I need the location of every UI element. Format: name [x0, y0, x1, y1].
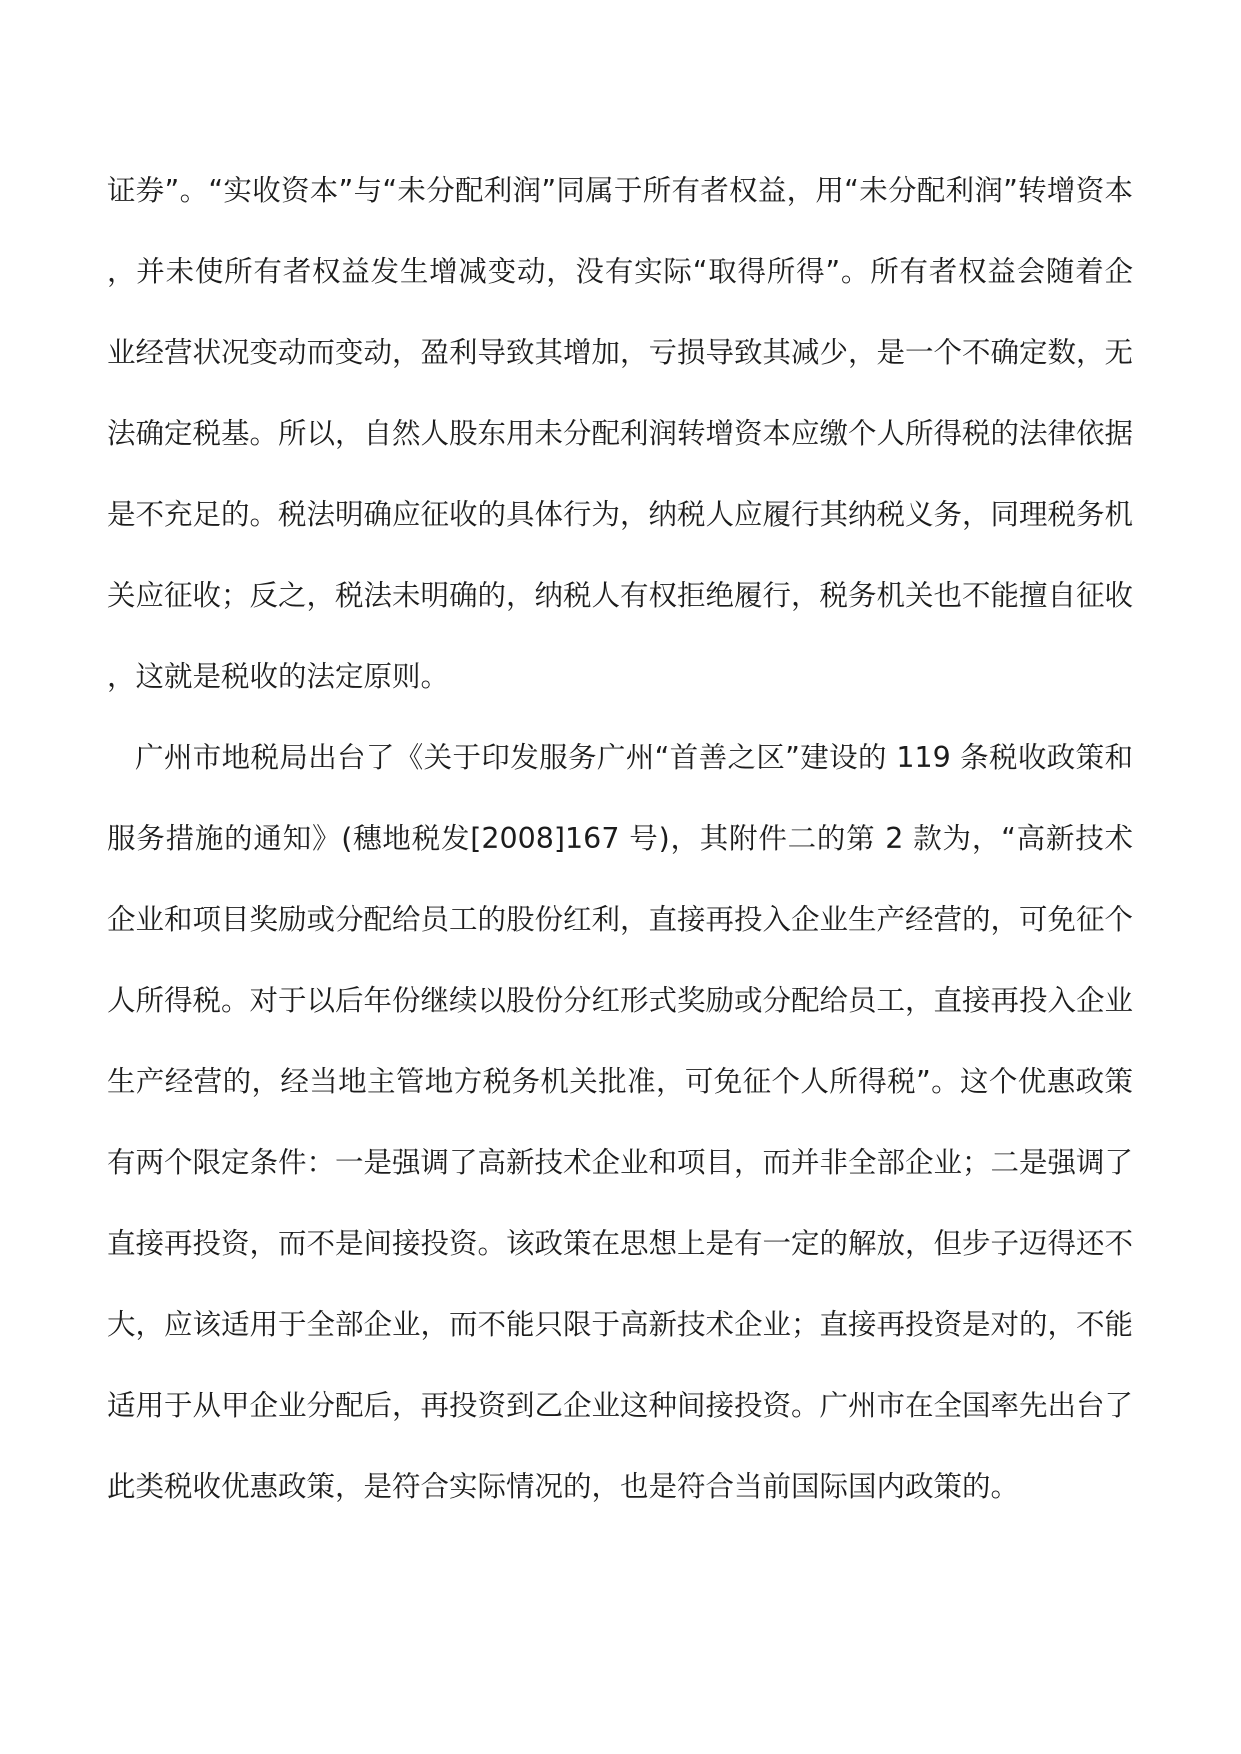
paragraph-continued: 证券”。“实收资本”与“未分配利润”同属于所有者权益，用“未分配利润”转增资本，并未使所有者权益发生增减变动，没有实际“取得所得”。所有者权益会随着企业经营状况变动而变动，盈利导致其增加，亏损导致其减少，是一个不确定数，无法确定税基。所以，自然人股东用未分配利润转增资本应缴个人所得税的法律依据是不充足的。税法明确应征收的具体行为，纳税人应履行其纳税义务，同理税务机关应征收；反之，税法未明确的，纳税人有权拒绝履行，税务机关也不能擅自征收，这就是税收的法定原则。	[107, 174, 1134, 693]
paragraph-guangzhou-tax-policy: 广州市地税局出台了《关于印发服务广州“首善之区”建设的 119 条税收政策和服务措施的通知》(穗地税发[2008]167 号)，其附件二的第 2 款为，“高新技术企业和项目奖励或分配给员工的股份红利，直接再投入企业生产经营的，可免征个人所得税。对于以后年份继续以股份分红形式奖励或分配给员工，直接再投入企业生产经营的，经当地主管地方税务机关批准，可免征个人所得税”。这个优惠政策有两个限定条件：一是强调了高新技术企业和项目，而并非全部企业；二是强调了直接再投资，而不是间接投资。该政策在思想上是有一定的解放，但步子迈得还不大，应该适用于全部企业，而不能只限于高新技术企业；直接再投资是对的，不能适用于从甲企业分配后，再投资到乙企业这种间接投资。广州市在全国率先出台了此类税收优惠政策，是符合实际情况的，也是符合当前国际国内政策的。	[107, 741, 1134, 1503]
document-body	[107, 150, 1133, 1527]
